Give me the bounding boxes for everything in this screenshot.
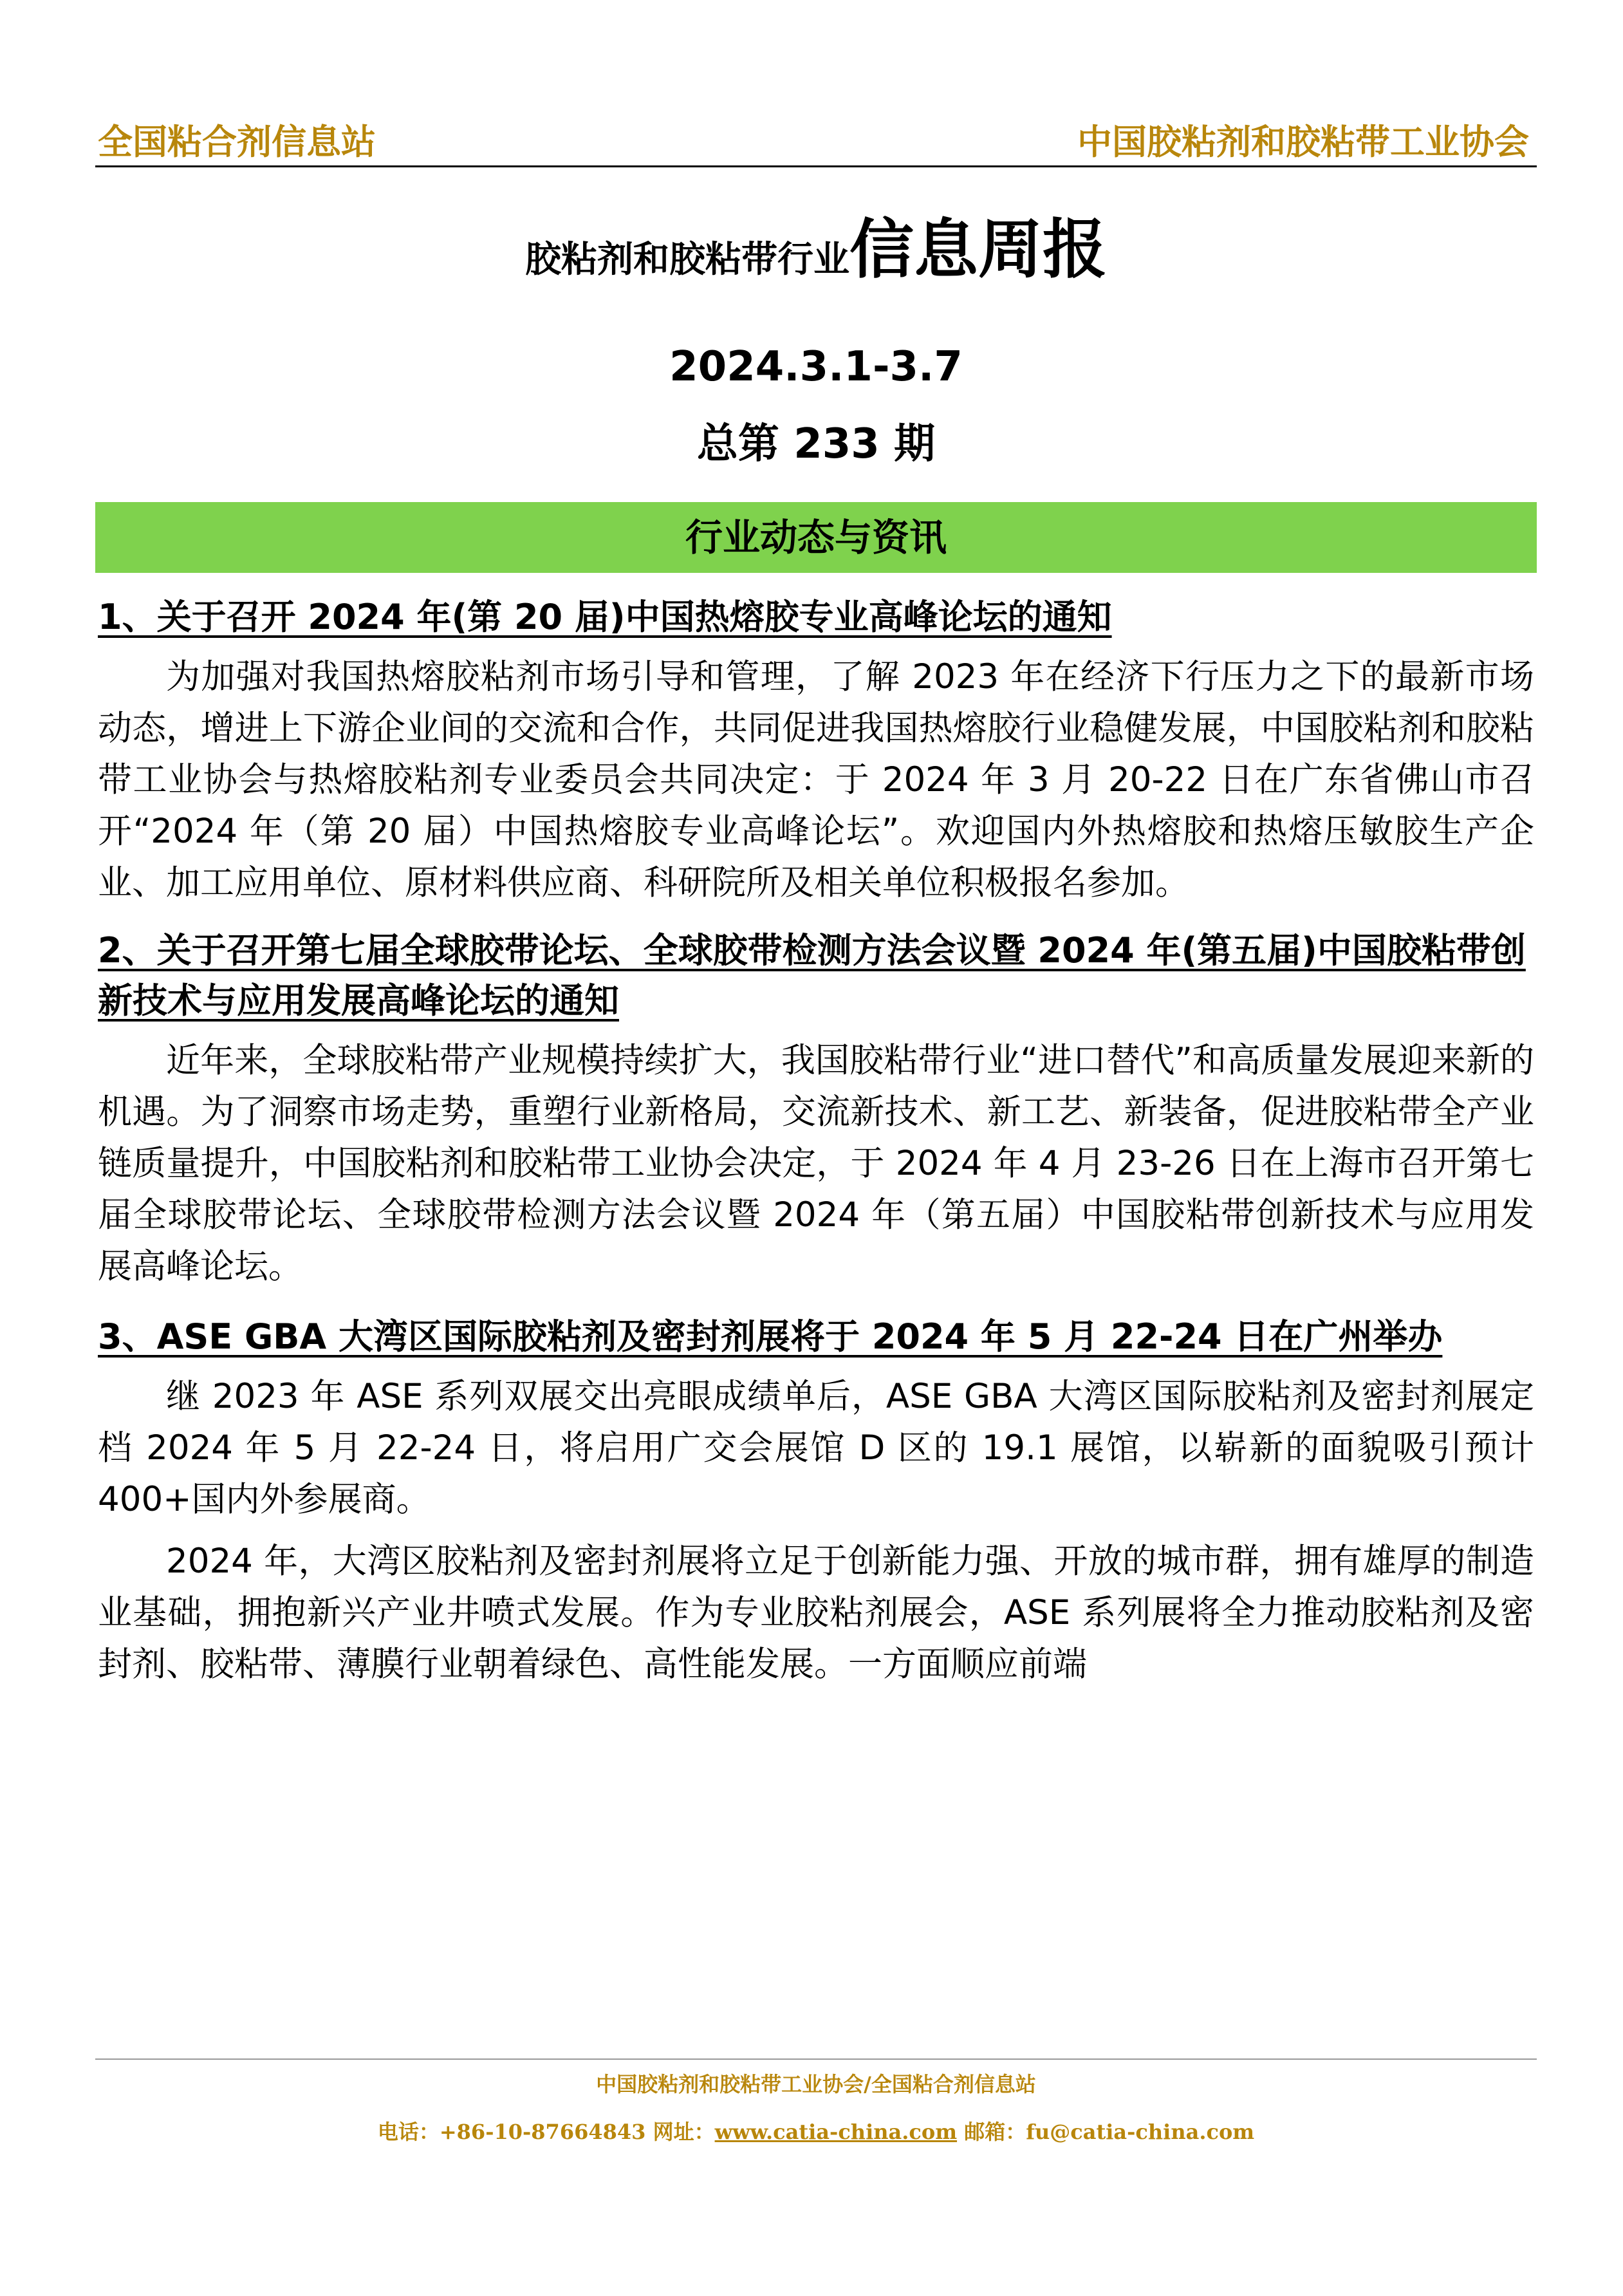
article-3	[98, 1312, 1534, 1690]
article-paragraph: 近年来，全球胶粘带产业规模持续扩大，我国胶粘带行业“进口替代”和高质量发展迎来新的机遇。为了洞察市场走势，重塑行业新格局，交流新技术、新工艺、新装备，促进胶粘带全产业链质量提升，中国胶粘剂和胶粘带工业协会决定，于 2024 年 4 月 23-26 日在上海市召开第七届全球胶带论坛、全球胶带检测方法会议暨 2024 年（第五届）中国胶粘带创新技术与应用发展高峰论坛。	[98, 1041, 1534, 1286]
article-title[interactable]: 1、关于召开 2024 年(第 20 届)中国热熔胶专业高峰论坛的通知	[98, 597, 1112, 637]
article-1	[98, 592, 1534, 909]
footer-divider	[95, 2058, 1537, 2060]
footer-phone: 电话：+86-10-87664843	[377, 2120, 646, 2144]
article-2	[98, 926, 1534, 1293]
article-paragraph: 2024 年，大湾区胶粘剂及密封剂展将立足于创新能力强、开放的城市群，拥有雄厚的制造业基础，拥抱新兴产业井喷式发展。作为专业胶粘剂展会，ASE 系列展将全力推动胶粘剂及密封剂、胶粘带、薄膜行业朝着绿色、高性能发展。一方面顺应前端	[98, 1542, 1534, 1684]
header-right-label: 中国胶粘剂和胶粘带工业协会	[1077, 121, 1529, 162]
footer-email-label: 邮箱：	[964, 2120, 1026, 2144]
article-title[interactable]: 2、关于召开第七届全球胶带论坛、全球胶带检测方法会议暨 2024 年(第五届)中国胶粘带创新技术与应用发展高峰论坛的通知	[98, 930, 1526, 1021]
footer-email[interactable]: fu@catia-china.com	[1026, 2120, 1255, 2144]
date-range: 2024.3.1-3.7	[669, 343, 963, 391]
issue-number: 总第 233 期	[696, 420, 936, 468]
footer-website-label: 网址：	[653, 2120, 715, 2144]
section-title: 行业动态与资讯	[95, 502, 1537, 573]
article-title[interactable]: 3、ASE GBA 大湾区国际胶粘剂及密封剂展将于 2024 年 5 月 22-24 日在广州举办	[98, 1316, 1443, 1357]
report-title-small: 胶粘剂和胶粘带行业	[525, 239, 849, 281]
footer-website-link[interactable]: www.catia-china.com	[714, 2120, 958, 2144]
article-paragraph: 继 2023 年 ASE 系列双展交出亮眼成绩单后，ASE GBA 大湾区国际胶粘剂及密封剂展定档 2024 年 5 月 22-24 日，将启用广交会展馆 D 区的 19.1 展馆，以崭新的面貌吸引预计 400+国内外参展商。	[98, 1377, 1534, 1519]
header-left-label: 全国粘合剂信息站	[98, 121, 376, 162]
report-title	[95, 205, 1537, 295]
article-paragraph: 为加强对我国热熔胶粘剂市场引导和管理，了解 2023 年在经济下行压力之下的最新市场动态，增进上下游企业间的交流和合作，共同促进我国热熔胶行业稳健发展，中国胶粘剂和胶粘带工业协会与热熔胶粘剂专业委员会共同决定：于 2024 年 3 月 20-22 日在广东省佛山市召开“2024 年（第 20 届）中国热熔胶专业高峰论坛”。欢迎国内外热熔胶和热熔压敏胶生产企业、加工应用单位、原材料供应商、科研院所及相关单位积极报名参加。	[98, 657, 1534, 902]
article-list	[98, 592, 1534, 1690]
page-header	[95, 115, 1537, 167]
footer-org: 中国胶粘剂和胶粘带工业协会/全国粘合剂信息站	[596, 2072, 1036, 2096]
footer-contact	[95, 2116, 1537, 2147]
report-title-big: 信息周报	[849, 212, 1107, 287]
